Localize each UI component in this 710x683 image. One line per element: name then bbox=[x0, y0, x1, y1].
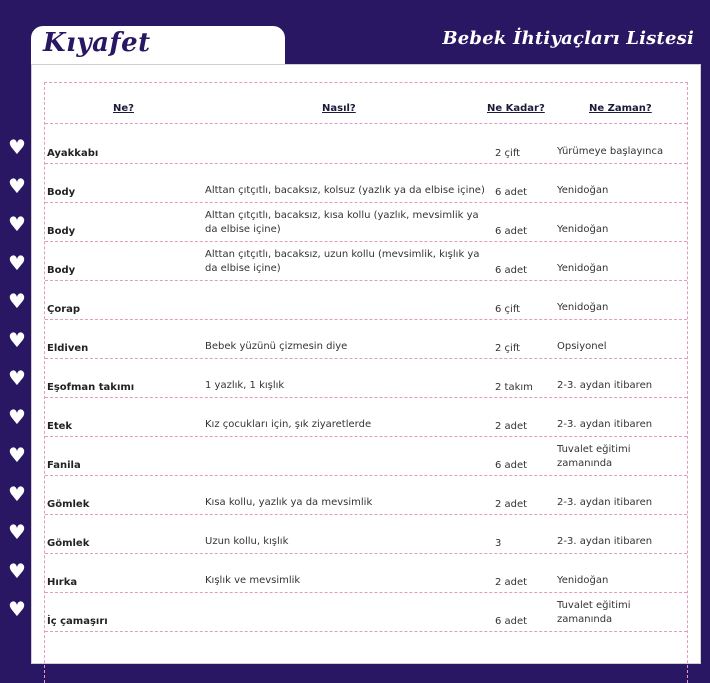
table-row bbox=[45, 163, 687, 203]
item-description: Kısa kollu, yazlık ya da mevsimlik bbox=[205, 497, 373, 508]
table-row bbox=[45, 475, 687, 515]
heart-icon: ♥ bbox=[8, 482, 26, 506]
heart-icon: ♥ bbox=[8, 174, 26, 198]
item-quantity: 6 adet bbox=[495, 187, 528, 198]
item-timing: 2-3. aydan itibaren bbox=[557, 419, 653, 430]
item-description: Kışlık ve mevsimlik bbox=[205, 575, 301, 586]
item-quantity: 6 adet bbox=[495, 226, 528, 237]
column-header-when: Ne Zaman? bbox=[589, 103, 652, 114]
item-timing: 2-3. aydan itibaren bbox=[557, 536, 653, 547]
item-quantity: 2 takım bbox=[495, 382, 533, 393]
heart-icon: ♥ bbox=[8, 443, 26, 467]
item-name: Eldiven bbox=[47, 343, 89, 354]
item-quantity: 2 çift bbox=[495, 343, 521, 354]
item-name: Etek bbox=[47, 421, 73, 432]
heart-icon: ♥ bbox=[8, 405, 26, 429]
heart-icon: ♥ bbox=[8, 135, 26, 159]
heart-icon: ♥ bbox=[8, 212, 26, 236]
table-row bbox=[45, 397, 687, 437]
heart-icon: ♥ bbox=[8, 597, 26, 621]
table-row bbox=[45, 553, 687, 593]
item-name: Body bbox=[47, 265, 76, 276]
item-quantity: 2 adet bbox=[495, 421, 528, 432]
item-name: Ayakkabı bbox=[47, 148, 99, 159]
item-quantity: 2 adet bbox=[495, 499, 528, 510]
item-description: Kız çocukları için, şık ziyaretlerde bbox=[205, 419, 372, 430]
heart-icon: ♥ bbox=[8, 328, 26, 352]
item-description: Alttan çıtçıtlı, bacaksız, kısa kollu (yazlık, mevsimlik ya da elbise içine) bbox=[205, 210, 479, 235]
item-timing: Tuvalet eğitimi zamanında bbox=[557, 444, 631, 469]
item-quantity: 6 çift bbox=[495, 304, 521, 315]
heart-icon: ♥ bbox=[8, 559, 26, 583]
item-quantity: 6 adet bbox=[495, 616, 528, 627]
table-row bbox=[45, 514, 687, 554]
item-name: İç çamaşırı bbox=[47, 616, 108, 627]
item-description: Uzun kollu, kışlık bbox=[205, 536, 289, 547]
list-sheet bbox=[31, 64, 701, 664]
item-timing: Opsiyonel bbox=[557, 341, 607, 352]
table-header bbox=[45, 83, 687, 124]
heart-icon: ♥ bbox=[8, 366, 26, 390]
heart-icon: ♥ bbox=[8, 251, 26, 275]
item-name: Eşofman takımı bbox=[47, 382, 135, 393]
item-description: Alttan çıtçıtlı, bacaksız, kolsuz (yazlık ya da elbise içine) bbox=[205, 185, 485, 196]
item-quantity: 2 çift bbox=[495, 148, 521, 159]
item-timing: Yenidoğan bbox=[557, 263, 609, 274]
item-timing: Yenidoğan bbox=[557, 575, 609, 586]
item-timing: 2-3. aydan itibaren bbox=[557, 497, 653, 508]
item-timing: Yürümeye başlayınca bbox=[557, 146, 664, 157]
item-timing: Tuvalet eğitimi zamanında bbox=[557, 600, 631, 625]
table-row bbox=[45, 202, 687, 242]
heart-icon: ♥ bbox=[8, 289, 26, 313]
item-quantity: 6 adet bbox=[495, 265, 528, 276]
heart-icon: ♥ bbox=[8, 520, 26, 544]
item-description: Alttan çıtçıtlı, bacaksız, uzun kollu (mevsimlik, kışlık ya da elbise içine) bbox=[205, 249, 480, 274]
item-timing: Yenidoğan bbox=[557, 302, 609, 313]
item-name: Gömlek bbox=[47, 538, 90, 549]
column-header-amount: Ne Kadar? bbox=[487, 103, 545, 114]
column-header-what: Ne? bbox=[113, 103, 134, 114]
item-name: Body bbox=[47, 187, 76, 198]
table-row bbox=[45, 436, 687, 476]
item-name: Fanila bbox=[47, 460, 81, 471]
item-name: Gömlek bbox=[47, 499, 90, 510]
item-quantity: 6 adet bbox=[495, 460, 528, 471]
item-name: Çorap bbox=[47, 304, 81, 315]
table-row bbox=[45, 358, 687, 398]
list-table bbox=[44, 82, 688, 683]
list-title: Bebek İhtiyaçları Listesi bbox=[442, 28, 694, 49]
table-row bbox=[45, 592, 687, 632]
item-description: 1 yazlık, 1 kışlık bbox=[205, 380, 285, 391]
item-timing: 2-3. aydan itibaren bbox=[557, 380, 653, 391]
category-title: Kıyafet bbox=[43, 28, 151, 58]
table-row bbox=[45, 319, 687, 359]
item-quantity: 2 adet bbox=[495, 577, 528, 588]
item-quantity: 3 bbox=[495, 538, 502, 549]
item-description: Bebek yüzünü çizmesin diye bbox=[205, 341, 348, 352]
column-header-how: Nasıl? bbox=[322, 103, 356, 114]
table-row bbox=[45, 280, 687, 320]
table-row bbox=[45, 241, 687, 281]
item-timing: Yenidoğan bbox=[557, 185, 609, 196]
item-name: Hırka bbox=[47, 577, 78, 588]
item-timing: Yenidoğan bbox=[557, 224, 609, 235]
item-name: Body bbox=[47, 226, 76, 237]
table-row bbox=[45, 124, 687, 164]
